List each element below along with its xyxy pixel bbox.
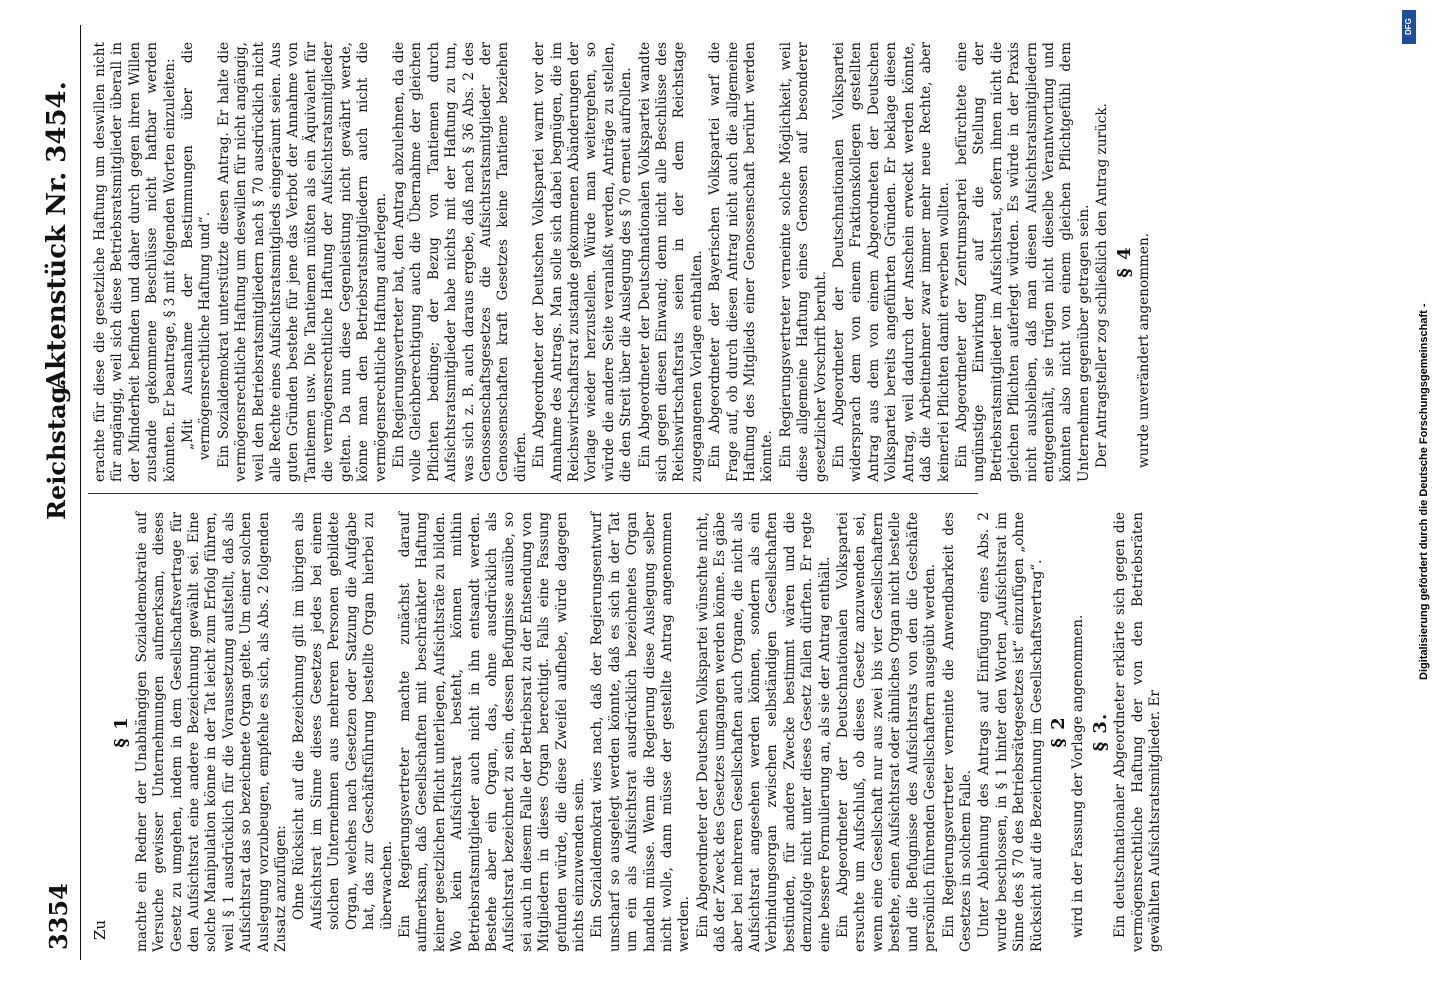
paragraph: machte ein Redner der Unabhängigen Sozialdemokratie auf Versuche gewisser Unternehmungen aufmerksam, dieses Gesetz zu umgehen, indem in dem Gesellschaftsvertrage für den Aufsichtsrat eine andere Bezeichnung gewählt sei. Eine solche Manipulation könne in der Tat leicht zum Erfolg führen, weil § 1 ausdrücklich für die Voraussetzung aufstellt, daß als Aufsichtsrat das so bezeichnete Organ gelte. Um einer solchen Auslegung vorzubeugen, empfehle es sich, als Abs. 2 folgenden Zusatz anzufügen:	[133, 512, 290, 952]
section-1-heading: § 1	[111, 716, 133, 748]
paragraph: Ein Abgeordneter der Deutschnationalen Volkspartei widersprach dem von einem Fraktionskollegen gestellten Antrag aus dem von einem Abgeordneten der Deutschen Volkspartei bereits angeführten Gründen. Er beklage diesen Antrag, weil dadurch der Anschein erweckt werden könnte, daß die Arbeitnehmer zwar immer mehr neue Rechte, aber keinerlei Pflichten damit erwerben wollten.	[831, 42, 952, 482]
paragraph: Ein Regierungsvertreter verneinte solche Möglichkeit, weil diese allgemeine Haftung eines Genossen auf besonderer gesetzlicher Vorschrift beruht.	[777, 42, 829, 482]
paragraph: wird in der Fassung der Vorlage angenommen.	[1070, 614, 1087, 938]
paragraph: wurde unverändert angenommen.	[1135, 232, 1152, 468]
zu-label: Zu	[91, 919, 109, 940]
paragraph: Unter Ablehnung des Antrags auf Einfügung eines Abs. 2 wurde beschlossen, in § 1 hinter den Worten „Aufsichtsrat im Sinne des § 70 des Betriebsrätegesetzes ist“ einzufügen „ohne Rücksicht auf die Bezeichnung im Gesellschaftsvertrag“.	[976, 512, 1045, 952]
paragraph: Ein Regierungsvertreter verneinte die Anwendbarkeit des Gesetzes in solchem Falle.	[940, 512, 974, 952]
page-number: 3354	[44, 883, 73, 950]
paragraph: Ein Abgeordneter der Deutschen Volkspartei warnt vor der Annahme des Antrags. Man solle sich dabei begnügen, die im Reichswirtschaftsrat zustande gekommenen Abänderungen der Vorlage wieder herzustellen. Würde man weitergehen, so würde die andere Seite veranlaßt werden, Anträge zu stellen, die den Streit über die Auslegung des § 70 erneut aufrollen.	[531, 42, 635, 482]
right-column	[92, 42, 1154, 482]
paragraph: Ein Abgeordneter der Deutschnationalen Volkspartei wandte sich gegen diesen Einwand; denn nicht alle Beschlüsse des Reichswirtschaftsrats seien in der dem Reichstage zugegangenen Vorlage enthalten.	[636, 42, 705, 482]
document-number: Aktenstück Nr. 3454.	[42, 81, 72, 390]
section-3-heading: § 3.	[1089, 712, 1111, 752]
dfg-logo: DFG	[1402, 10, 1416, 44]
paragraph: Ein Sozialdemokrat unterstützte diesen Antrag. Er halte die vermögensrechtliche Haftung um deswillen für nicht angängig, weil den Betriebsratsmitgliedern nach § 70 ausdrücklich nicht alle Rechte eines Aufsichtsratsmitglieds eingeräumt seien. Aus guten Gründen bestehe für jene das Verbot der Annahme von Tantiemen usw. Die Tantiemen müßten als ein Äquivalent für die vermögensrechtliche Haftung der Aufsichtsratsmitglieder gelten. Da nun diese Gegenleistung nicht gewährt werde, könne man den Betriebsratsmitgliedern auch nicht die vermögensrechtliche Haftung auferlegen.	[215, 42, 389, 482]
funding-note: Digitalisierung gefördert durch die Deutsche Forschungsgemeinschaft -	[1418, 303, 1430, 680]
paragraph: Der Antragsteller zog schließlich den Antrag zurück.	[1094, 103, 1111, 468]
left-column	[92, 512, 1165, 952]
paragraph: Ein Sozialdemokrat wies nach, daß der Regierungsentwurf unscharf so ausgelegt werden könnte, daß es sich in der Tat um ein als Aufsichtsrat ausdrücklich bezeichnetes Organ handeln müsse. Wenn die Regierung diese Auslegung selber nicht wolle, dann müsse der gestellte Antrag angenommen werden.	[589, 512, 693, 952]
running-title: Reichstag.	[42, 378, 71, 520]
paragraph: Ein Abgeordneter der Zentrumspartei befürchtete eine ungünstige Einwirkung auf die Stellung der Betriebsratsmitglieder im Aufsichtsrat, sofern ihnen nicht die gleichen Pflichten auferlegt würden. Es würde in der Praxis nicht ausbleiben, daß man diesen Aufsichtsratsmitgliedern entgegenhält, sie trügen nicht dieselbe Verantwortung und könnten also nicht von einem gleichen Pflichtgefühl dem Unternehmen gegenüber getragen sein.	[953, 42, 1092, 482]
paragraph: Ein Abgeordneter der Deutschnationalen Volkspartei ersuchte um Aufschluß, ob dieses Gesetz anzuwenden sei, wenn eine Gesellschaft nur aus zwei bis vier Gesellschaftern bestehe, einen Aufsichtsrat oder ähnliches Organ nicht bestelle und die Befugnisse des Aufsichtsrats von den die Geschäfte persönlich führenden Gesellschaftern ausgeübt werden.	[835, 512, 939, 952]
quoted-amendment: Ohne Rücksicht auf die Bezeichnung gilt im übrigen als Aufsichtsrat im Sinne dieses Gesetzes jedes bei einem solchen Unternehmen aus mehreren Personen gebildete Organ, welches nach Gesetzen oder Satzung die Aufgabe hat, das zur Geschäftsführung bestellte Organ hierbei zu überwachen.	[291, 512, 395, 930]
digitization-footer	[1390, 10, 1430, 990]
header-rule	[80, 25, 81, 960]
column-divider	[88, 493, 978, 494]
page-header	[40, 35, 76, 950]
paragraph: Ein Abgeordneter der Bayerischen Volkspartei warf die Frage auf, ob durch diesen Antrag nicht auch die allgemeine Haftung des Mitglieds einer Genossenschaft berührt werden könnte.	[707, 42, 776, 482]
paragraph: Ein Regierungsvertreter bat, den Antrag abzulehnen, da die volle Gleichberechtigung auch die Übernahme der gleichen Pflichten bedinge; der Bezug von Tantiemen durch Aufsichtsratsmitglieder habe nichts mit der Haftung zu tun, was sich z. B. auch daraus ergebe, daß nach § 36 Abs. 2 des Genossenschaftsgesetzes die Aufsichtsratsmitglieder der Genossenschaften kraft Gesetzes keine Tantieme beziehen dürfen.	[390, 42, 529, 482]
paragraph: erachte für diese die gesetzliche Haftung um deswillen nicht für angängig, weil sich diese Betriebsratsmitglieder überall in der Minderheit befinden und daher durch gegen ihren Willen zustande gekommene Beschlüsse nicht haftbar werden könnten. Er beantrage, § 3 mit folgenden Worten einzuleiten:	[92, 42, 178, 482]
section-2-heading: § 2	[1047, 716, 1069, 748]
paragraph: Ein deutschnationaler Abgeordneter erklärte sich gegen die vermögensrechtliche Haftung der von den Betriebsräten gewählten Aufsichtsratsmitglieder. Er	[1112, 512, 1163, 952]
quoted-amendment: „Mit Ausnahme der Bestimmungen über die vermögensrechtliche Haftung und“.	[180, 42, 214, 460]
paragraph: Ein Regierungsvertreter machte zunächst darauf aufmerksam, daß Gesellschaften mit beschränkter Haftung keiner gesetzlichen Pflicht unterliegen, Aufsichtsräte zu bilden. Wo kein Aufsichtsrat besteht, können mithin Betriebsratsmitglieder auch nicht in ihn entsandt werden. Bestehe aber ein Organ, das, ohne ausdrücklich als Aufsichtsrat bezeichnet zu sein, dessen Befugnisse ausübe, so sei auch in diesem Falle der Betriebsrat zu der Entsendung von Mitgliedern in dieses Organ berechtigt. Falls eine Fassung gefunden würde, die diese Zweifel aufhebe, würde dagegen nichts einzuwenden sein.	[396, 512, 587, 952]
section-4-heading: § 4	[1113, 246, 1135, 278]
rotated-document-page	[40, 25, 1420, 960]
paragraph: Ein Abgeordneter der Deutschen Volkspartei wünschte nicht, daß der Zweck des Gesetzes umgangen werden könne. Es gäbe aber bei mehreren Gesellschaften auch Organe, die nicht als Aufsichtsrat angesehen werden können, sondern als ein Verbindungsorgan zwischen selbständigen Gesellschaften bestünden, für andere Zwecke bestimmt wären und die demzufolge nicht unter dieses Gesetz fallen dürften. Er regte eine bessere Formulierung an, als sie der Antrag enthält.	[694, 512, 833, 952]
